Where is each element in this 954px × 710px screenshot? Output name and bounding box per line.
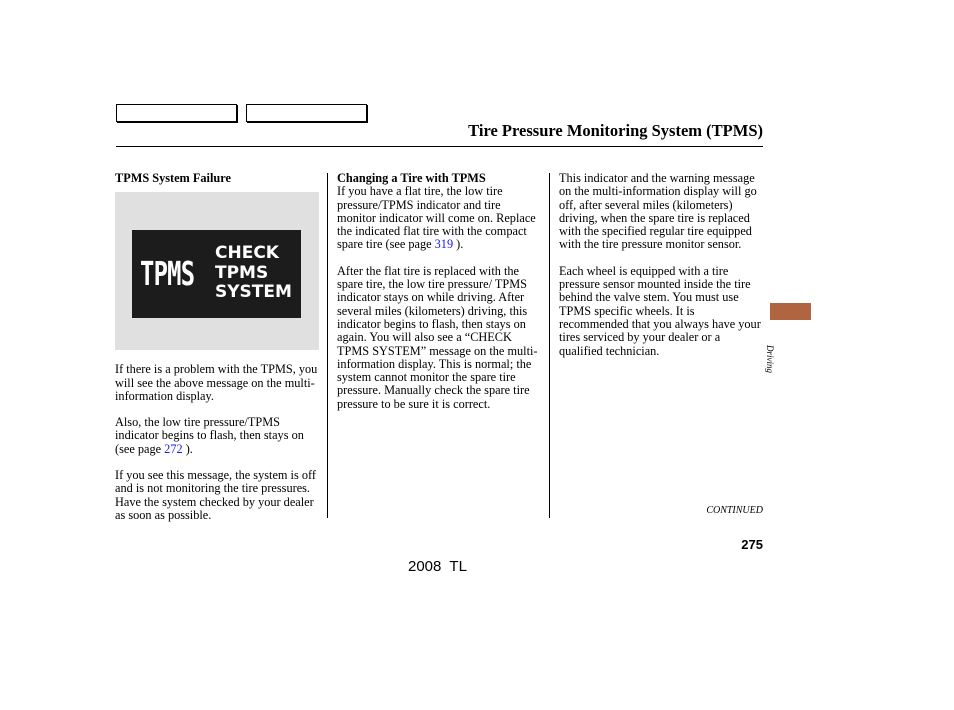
column-divider	[327, 173, 328, 518]
column-divider	[549, 173, 550, 518]
display-line: SYSTEM	[215, 282, 292, 303]
paragraph: Each wheel is equipped with a tire pressure sensor mounted inside the tire behind the valve stem. You must use TPMS specific wheels. It is recommended that you always have your tires serviced by your dealer or a qualified technician.	[559, 263, 761, 358]
section-label-driving: Driving	[765, 345, 775, 373]
display-line: CHECK	[215, 243, 279, 264]
tpms-indicator-label: TPMS	[140, 254, 195, 294]
paragraph: This indicator and the warning message on the multi-information display will go off, after several miles (kilometers) driving, when the spare tire is replaced with the specified regular tire equipped with the tire pressure monitor sensor.	[559, 171, 757, 252]
paragraph: If you have a flat tire, the low tire pressure/TPMS indicator and tire monitor indicator will come on. Replace the indicated flat tire with the compact spare tire (see page 319 ).	[337, 184, 536, 252]
section-heading-tpms-failure: TPMS System Failure	[115, 171, 231, 185]
check-tpms-system-message	[215, 244, 292, 303]
paragraph: After the flat tire is replaced with the spare tire, the low tire pressure/ TPMS indicator stays on while driving. After several miles (kilometers) driving, this indicator begins to flash, then stays on again. You will also see a “CHECK TPMS SYSTEM” message on the multi-information display. This is normal; the system cannot monitor the spare tire pressure. Manually check the spare tire pressure to be sure it is correct.	[337, 263, 538, 411]
continued-label: CONTINUED	[706, 505, 763, 516]
title-rule	[116, 146, 763, 147]
section-tab-driving[interactable]	[770, 303, 811, 320]
column-2	[337, 172, 542, 424]
page-title: Tire Pressure Monitoring System (TPMS)	[468, 121, 763, 140]
column-3	[559, 172, 764, 371]
page-link-272[interactable]: 272	[164, 441, 183, 456]
multi-information-display	[132, 230, 301, 318]
display-line: TPMS	[215, 262, 269, 283]
column-1	[115, 172, 321, 535]
section-heading-changing-tire: Changing a Tire with TPMS	[337, 171, 486, 185]
paragraph: If there is a problem with the TPMS, you will see the above message on the multi-information display.	[115, 362, 318, 403]
paragraph: If you see this message, the system is off and is not monitoring the tire pressures. Have the system checked by your dealer as soon as possible.	[115, 468, 316, 522]
display-figure	[115, 192, 319, 350]
nav-button-previous[interactable]	[116, 104, 237, 122]
page-link-319[interactable]: 319	[434, 237, 454, 252]
footer-model: 2008 TL	[408, 558, 467, 575]
nav-button-next[interactable]	[246, 104, 367, 122]
page-number: 275	[741, 537, 763, 552]
paragraph: Also, the low tire pressure/TPMS indicator begins to flash, then stays on (see page 272 ).	[115, 415, 304, 456]
